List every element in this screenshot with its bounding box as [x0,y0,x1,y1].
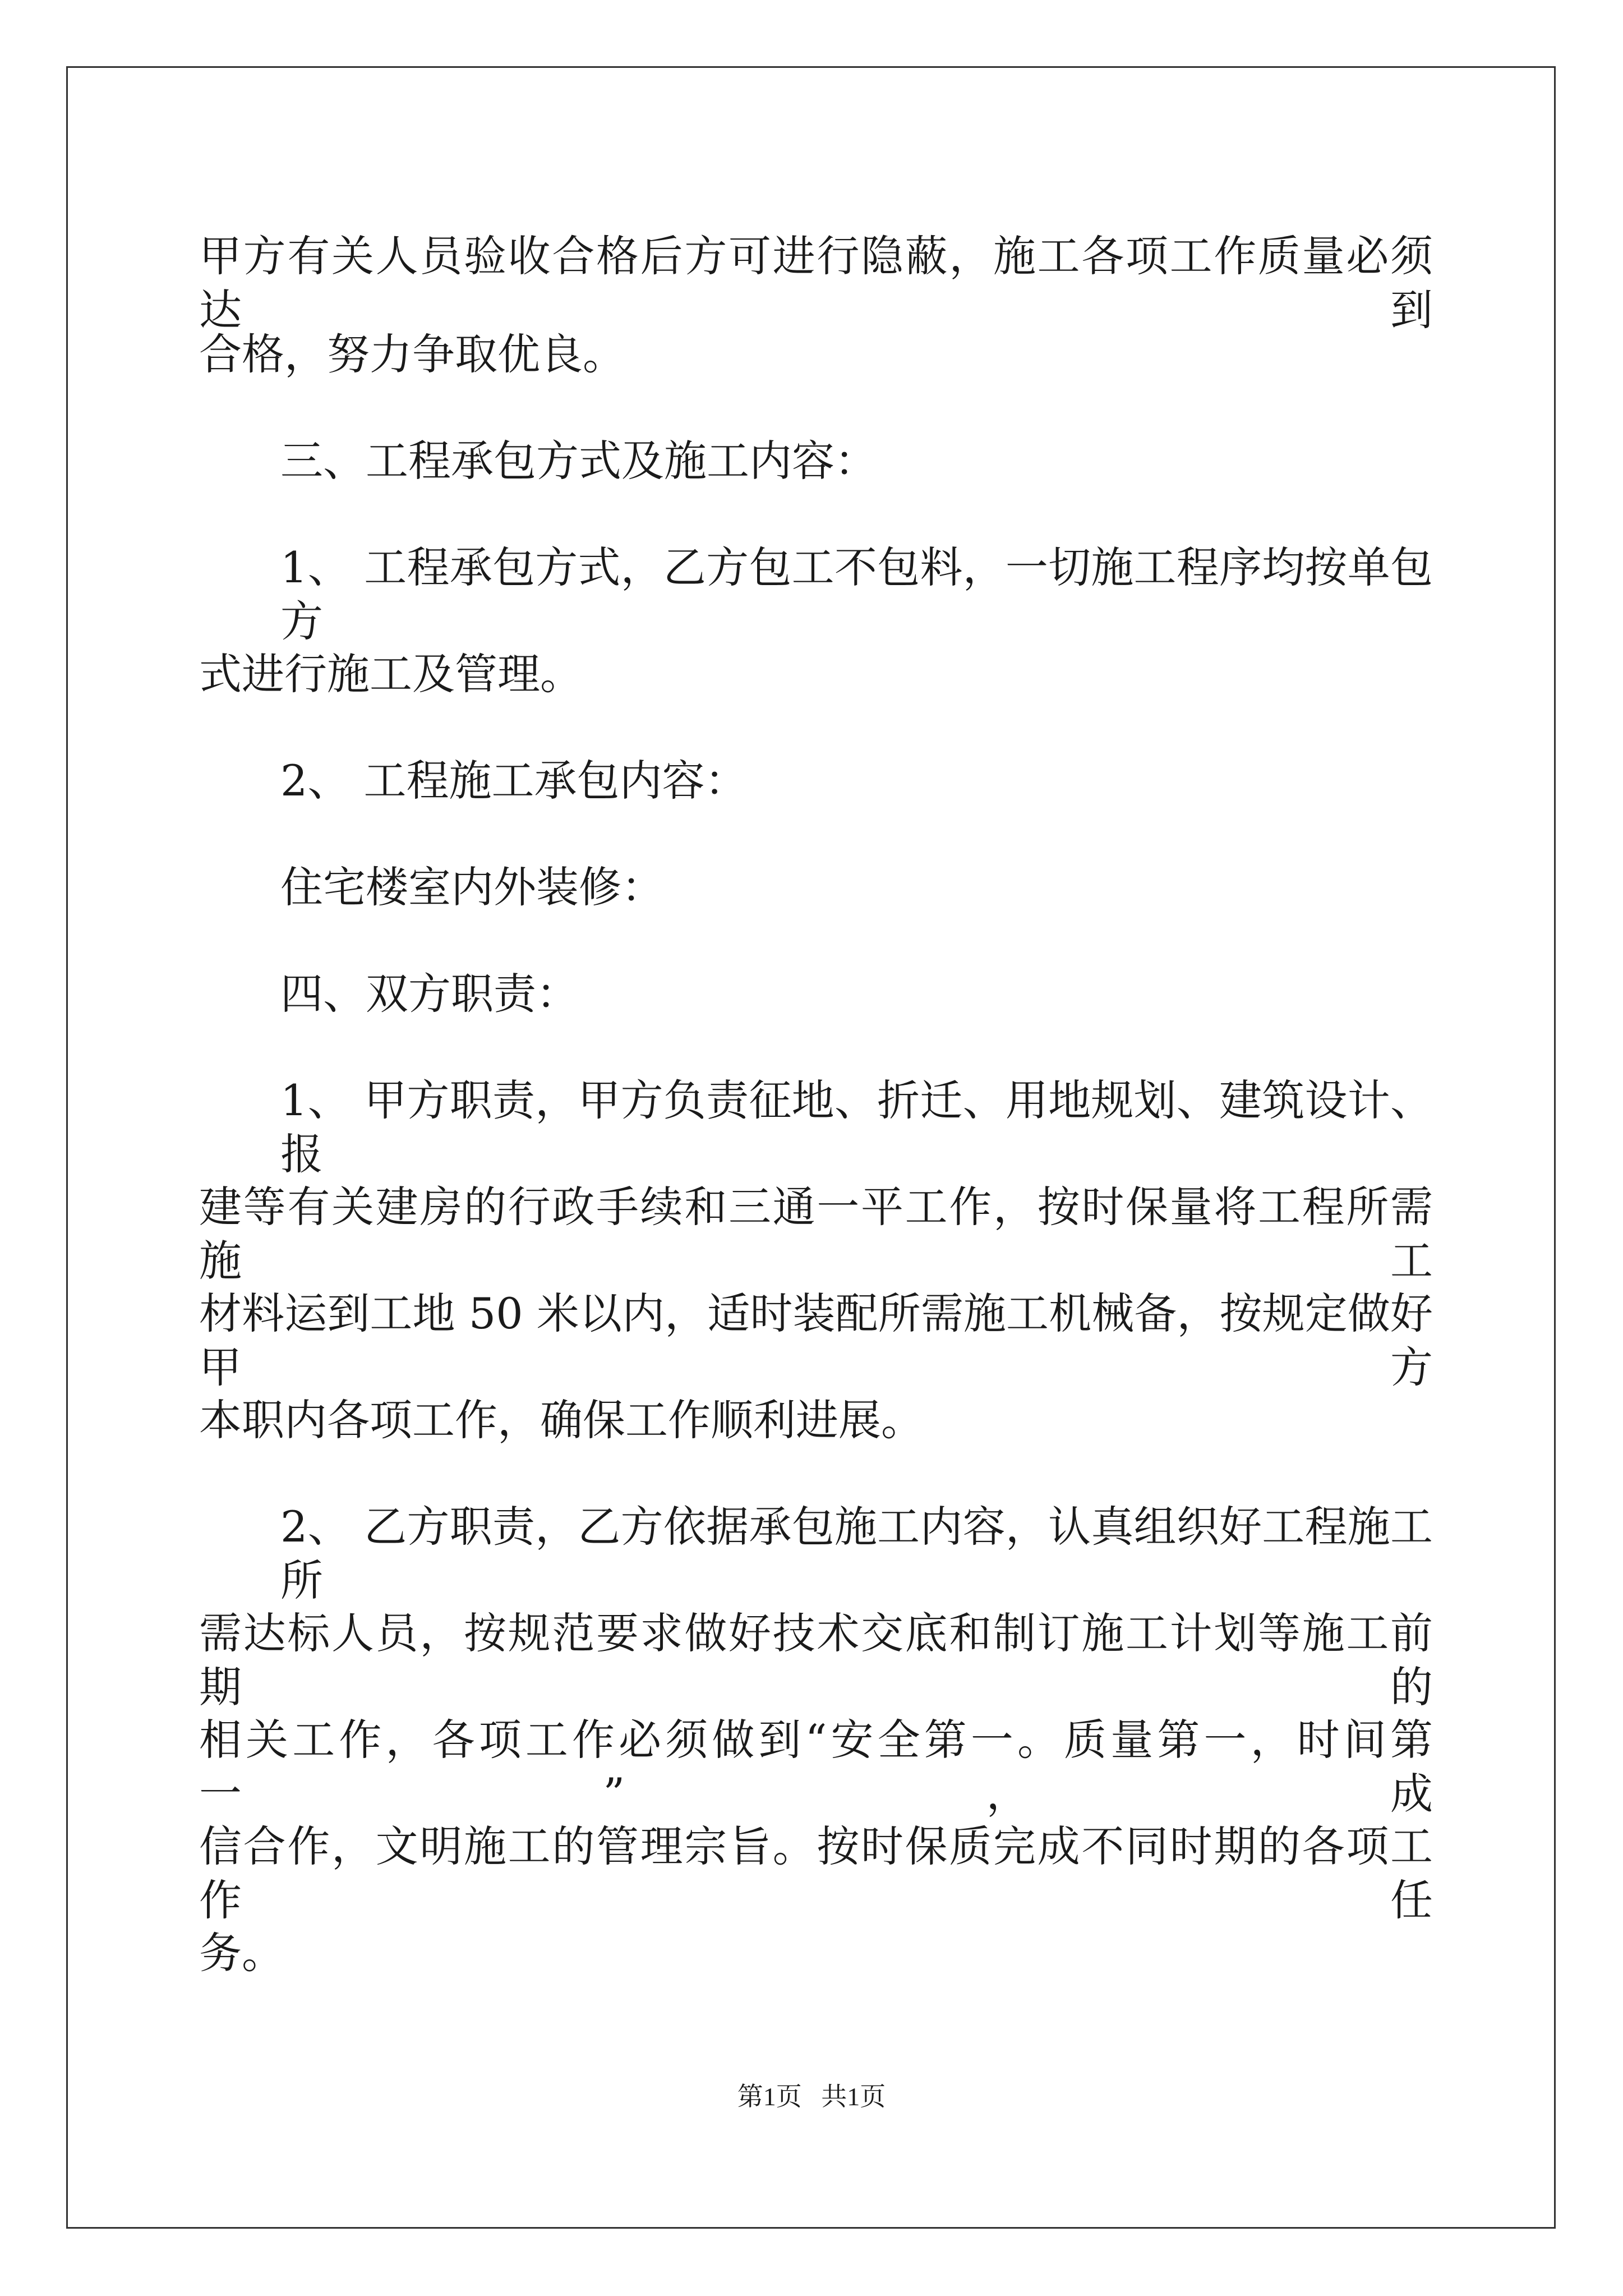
paragraph-line: 2、 乙方职责，乙方依据承包施工内容，认真组织好工程施工所 [280,1502,1433,1605]
paragraph-line: 相关工作，各项工作必须做到“安全第一。质量第一，时间第一”，成 [199,1715,1433,1819]
paragraph-line: 务。 [199,1928,284,1978]
page-total: 共1页 [821,2082,886,2111]
paragraph-line: 材料运到工地 50 米以内，适时装配所需施工机械备，按规定做好甲方 [199,1289,1433,1392]
paragraph-line: 住宅楼室内外装修： [280,862,664,912]
section-heading: 四、双方职责： [280,969,579,1019]
paragraph-line: 信合作，文明施工的管理宗旨。按时保质完成不同时期的各项工作任 [199,1821,1433,1925]
paragraph-line: 本职内各项工作，确保工作顺利进展。 [199,1395,924,1445]
paragraph-line: 1、 甲方职责，甲方负责征地、折迁、用地规划、建筑设计、报 [280,1075,1433,1179]
paragraph-line: 建等有关建房的行政手续和三通一平工作，按时保量将工程所需施工 [199,1182,1433,1286]
section-heading: 三、工程承包方式及施工内容： [280,436,877,486]
paragraph-line: 甲方有关人员验收合格后方可进行隐蔽，施工各项工作质量必须达到 [199,231,1433,335]
paragraph-line: 1、 工程承包方式，乙方包工不包料，一切施工程序均按单包方 [280,542,1433,646]
page-number: 第1页 [737,2082,802,2111]
page-footer [0,2080,1623,2114]
paragraph-line: 需达标人员，按规范要求做好技术交底和制订施工计划等施工前期的 [199,1608,1433,1712]
paragraph-line: 2、 工程施工承包内容： [280,756,748,806]
paragraph-line: 式进行施工及管理。 [199,649,583,699]
paragraph-line: 合格，努力争取优良。 [199,329,625,379]
